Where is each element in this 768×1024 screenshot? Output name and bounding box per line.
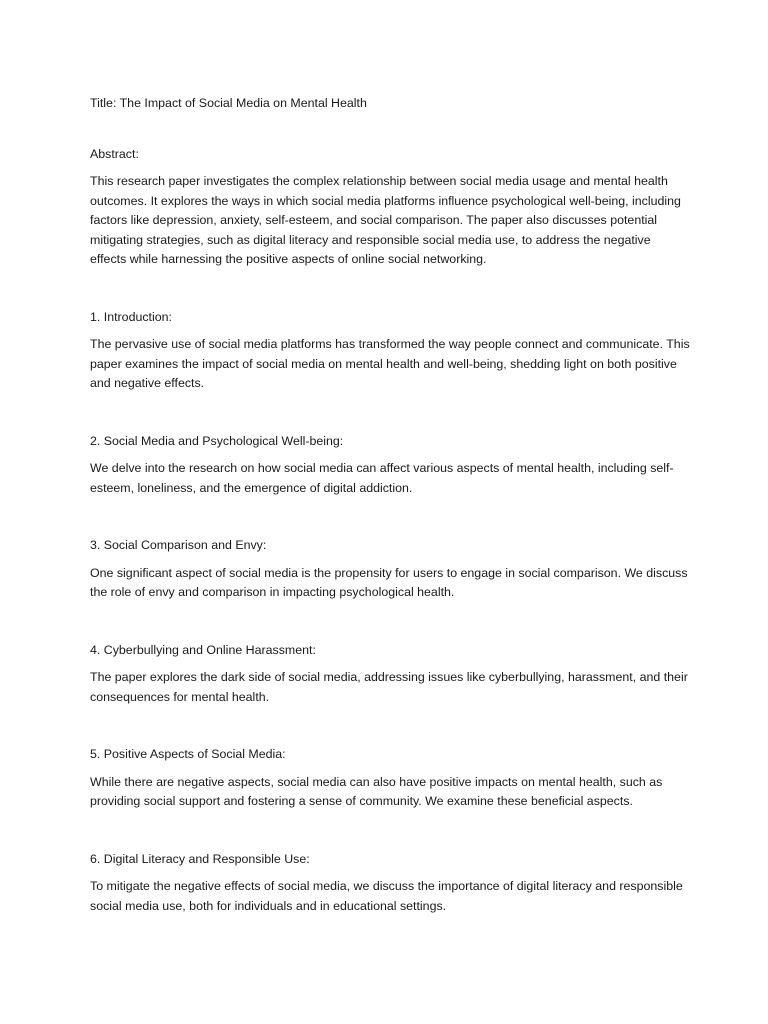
section-heading: 2. Social Media and Psychological Well-being:: [90, 433, 344, 448]
document-content: [90, 94, 690, 954]
section-body: The paper explores the dark side of social media, addressing issues like cyberbullying, harassment, and their consequences for mental health.: [90, 670, 688, 704]
section-heading: 4. Cyberbullying and Online Harassment:: [90, 642, 316, 657]
section-psychological-well-being: [90, 432, 690, 499]
section-body: The pervasive use of social media platforms has transformed the way people connect and communicate. This paper examines the impact of social media on mental health and well-being, shedding light on both positive and negative effects.: [90, 337, 690, 390]
abstract-body: This research paper investigates the complex relationship between social media usage and mental health outcomes. It explores the ways in which social media platforms influence psychological well-being, including factors like depression, anxiety, self-esteem, and social comparison. The paper also discusses potential mitigating strategies, such as digital literacy and responsible social media use, to address the negative effects while harnessing the positive aspects of online social networking.: [90, 174, 681, 266]
section-heading: 3. Social Comparison and Envy:: [90, 538, 267, 552]
section-cyberbullying: [90, 641, 690, 708]
section-positive-aspects: [90, 745, 690, 812]
section-heading: 6. Digital Literacy and Responsible Use:: [90, 851, 310, 866]
section-introduction: [90, 308, 690, 394]
section-digital-literacy: [90, 850, 690, 917]
section-heading: 1. Introduction:: [90, 309, 172, 324]
section-body: One significant aspect of social media is the propensity for users to engage in social comparison. We discuss the role of envy and comparison in impacting psychological health.: [90, 565, 688, 599]
section-body: While there are negative aspects, social media can also have positive impacts on mental health, such as providing social support and fostering a sense of community. We examine these beneficial aspects.: [90, 774, 663, 808]
section-heading: 5. Positive Aspects of Social Media:: [90, 747, 286, 761]
section-body: To mitigate the negative effects of social media, we discuss the importance of digital literacy and responsible social media use, both for individuals and in educational settings.: [90, 879, 683, 913]
section-body: We delve into the research on how social media can affect various aspects of mental health, including self-esteem, loneliness, and the emergence of digital addiction.: [90, 461, 674, 495]
document-title: Title: The Impact of Social Media on Mental Health: [90, 96, 367, 110]
abstract-heading: Abstract:: [90, 146, 139, 161]
section-social-comparison: [90, 536, 690, 603]
